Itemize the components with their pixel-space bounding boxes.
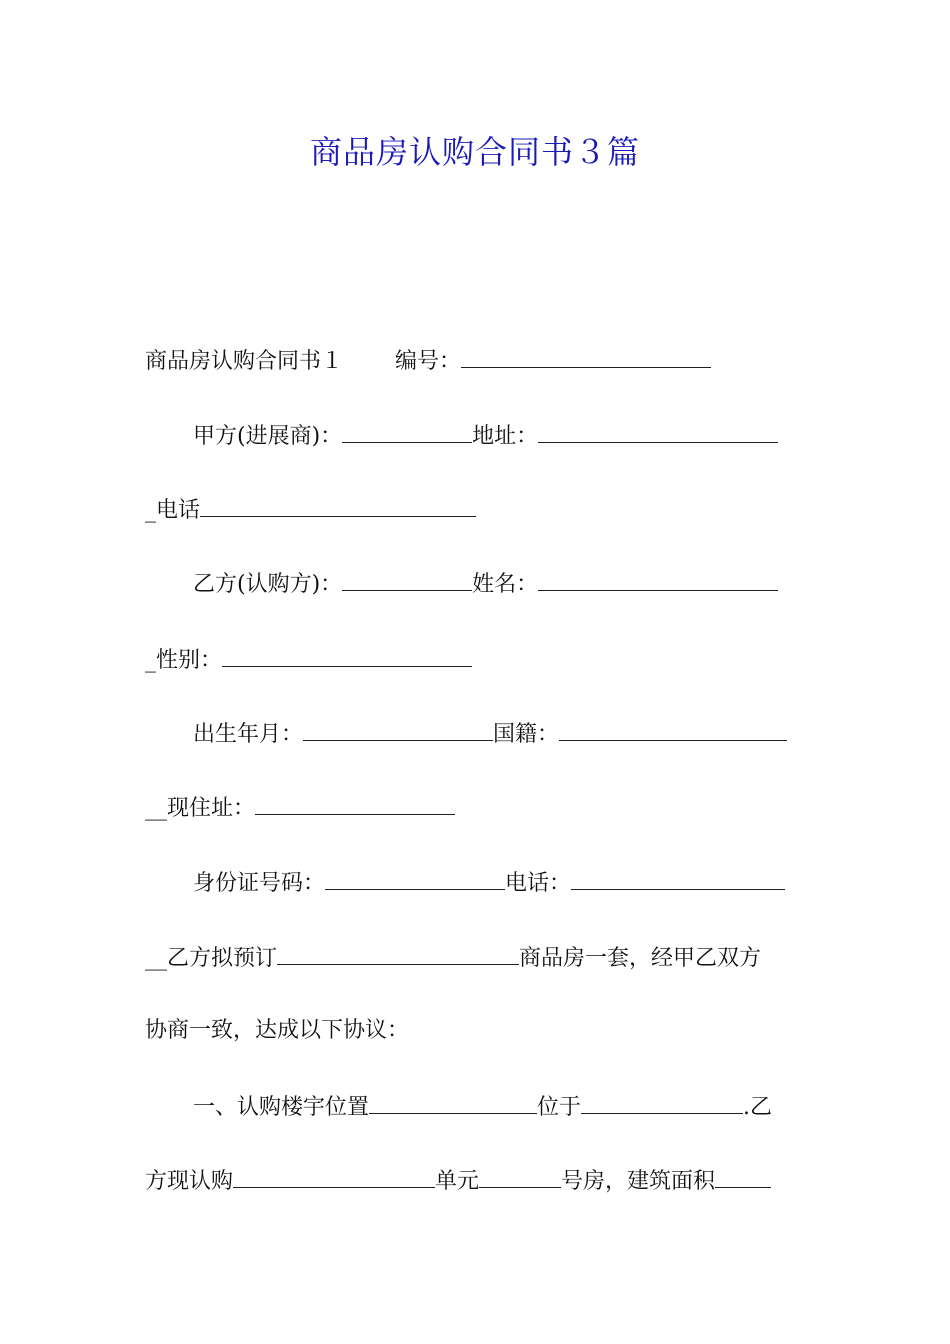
contract-number-blank[interactable] [461,345,711,368]
location-label: 一、认购楼宇位置 [193,1095,370,1120]
party-a-phone-line [145,494,810,526]
contract-heading: 商品房认购合同书１ [145,349,344,374]
id-number-label: 身份证号码： [193,871,326,896]
reservation-line [145,942,810,974]
residence-blank[interactable] [255,792,455,815]
location-blank[interactable] [369,1091,537,1114]
contract-number-label: 编号： [395,349,462,374]
party-a-blank[interactable] [342,420,472,443]
party-b-name-blank[interactable] [538,568,778,591]
party-b-phone-label: 电话： [505,871,572,896]
nationality-label: 国籍： [493,722,560,747]
party-b-name-label: 姓名： [472,572,539,597]
id-number-blank[interactable] [325,867,505,890]
contract-heading-line [145,345,810,377]
reservation-label: __乙方拟预订 [145,946,278,971]
gender-label: _性别： [145,648,223,673]
party-a-address-label: 地址： [472,424,539,449]
id-line [145,867,858,899]
located-at-label: 位于 [537,1095,582,1120]
party-a-phone-label: _电话 [145,498,201,523]
location-tail: .乙 [743,1095,773,1120]
party-a-label: 甲方(进展商)： [193,424,343,449]
party-b-blank[interactable] [342,568,472,591]
gender-blank[interactable] [222,644,472,667]
party-a-address-blank[interactable] [538,420,778,443]
unit-intro: 方现认购 [145,1169,234,1194]
agreement-text: 协商一致，达成以下协议： [145,1018,410,1043]
party-a-phone-blank[interactable] [200,494,476,517]
unit-line [145,1165,810,1197]
residence-label: __现住址： [145,796,256,821]
party-a-line [145,420,858,452]
birth-label: 出生年月： [193,722,304,747]
unit-purchase-blank[interactable] [233,1165,435,1188]
birth-line [145,718,858,750]
location-line [145,1091,858,1123]
residence-line [145,792,810,824]
party-b-label: 乙方(认购方)： [193,572,343,597]
gender-line [145,644,810,676]
party-b-phone-blank[interactable] [571,867,785,890]
reservation-text: 商品房一套，经甲乙双方 [519,946,762,971]
area-blank[interactable] [715,1165,771,1188]
document-title: 商品房认购合同书３篇 [309,133,640,171]
party-b-line [145,568,858,600]
birth-blank[interactable] [303,718,493,741]
agreement-line [145,1016,810,1046]
nationality-blank[interactable] [559,718,787,741]
located-at-blank[interactable] [581,1091,743,1114]
unit-label: 单元 [435,1169,480,1194]
room-area-label: 号房，建筑面积 [561,1169,716,1194]
reservation-blank[interactable] [277,942,519,965]
unit-blank[interactable] [479,1165,561,1188]
